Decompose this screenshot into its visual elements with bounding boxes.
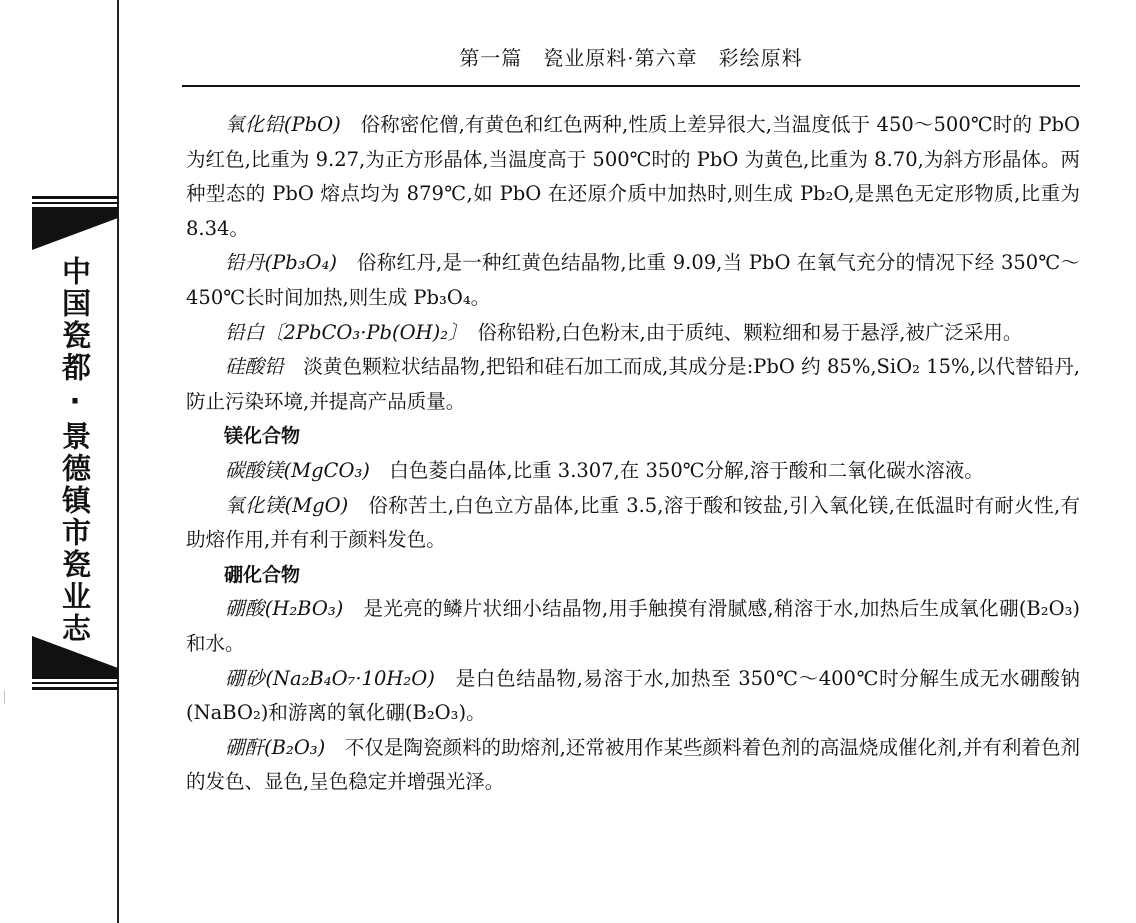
banner-top-bars bbox=[32, 196, 118, 218]
banner-bottom-bars bbox=[32, 668, 118, 690]
term: 铅白〔2PbCO₃·Pb(OH)₂〕 bbox=[225, 320, 458, 344]
margin-mark bbox=[4, 690, 11, 704]
paragraph-text: 白色菱白晶体,比重 3.307,在 350℃分解,溶于酸和二氧化碳水溶液。 bbox=[369, 458, 984, 482]
banner-top-arrow bbox=[32, 218, 118, 250]
header-rule bbox=[182, 85, 1080, 87]
term: 碳酸镁(MgCO₃) bbox=[225, 458, 370, 482]
paragraph-text: 俗称密佗僧,有黄色和红色两种,性质上差异很大,当温度低于 450～500℃时的 PbO 为红色,比重为 9.27,为正方形晶体,当温度高于 500℃时的 PbO 为黄色,比重为 8.70,为斜方形晶体。两种型态的 PbO 熔点均为 879℃,如 PbO 在还原介质中加热时,则生成 Pb₂O,是黑色无定形物质,比重为 8.34。 bbox=[186, 113, 1080, 240]
paragraph-text: 俗称铅粉,白色粉末,由于质纯、颗粒细和易于悬浮,被广泛采用。 bbox=[457, 320, 1023, 344]
paragraph bbox=[186, 316, 1080, 351]
body-text bbox=[186, 108, 1080, 800]
side-banner bbox=[28, 196, 120, 686]
term: 硅酸铅 bbox=[225, 355, 284, 379]
paragraph bbox=[186, 350, 1080, 419]
running-header: 第一篇 瓷业原料·第六章 彩绘原料 bbox=[459, 46, 803, 70]
paragraph bbox=[186, 108, 1080, 246]
term: 硼砂(Na₂B₄O₇·10H₂O) bbox=[225, 666, 435, 690]
paragraph bbox=[186, 454, 1080, 489]
paragraph-text: 淡黄色颗粒状结晶物,把铅和硅石加工而成,其成分是:PbO 约 85%,SiO₂ 15%,以代替铅丹,防止污染环境,并提高产品质量。 bbox=[186, 355, 1080, 413]
paragraph bbox=[186, 246, 1080, 315]
term: 硼酐(B₂O₃) bbox=[225, 735, 326, 759]
paragraph bbox=[186, 662, 1080, 731]
paragraph-text: 俗称苦土,白色立方晶体,比重 3.5,溶于酸和铵盐,引入氧化镁,在低温时有耐火性,有助熔作用,并有利于颜料发色。 bbox=[186, 493, 1080, 552]
paragraph-text: 俗称红丹,是一种红黄色结晶物,比重 9.09,当 PbO 在氧气充分的情况下经 350℃～450℃长时间加热,则生成 Pb₃O₄。 bbox=[186, 251, 1080, 309]
paragraph-text: 是白色结晶物,易溶于水,加热至 350℃～400℃时分解生成无水硼酸钠(NaBO₂)和游离的氧化硼(B₂O₃)。 bbox=[186, 666, 1080, 725]
term: 铅丹(Pb₃O₄) bbox=[225, 251, 337, 275]
paragraph bbox=[186, 731, 1080, 800]
paragraph bbox=[186, 592, 1080, 661]
section-heading: 镁化合物 bbox=[224, 425, 301, 448]
section-heading: 硼化合物 bbox=[224, 563, 301, 586]
term: 氧化镁(MgO) bbox=[225, 493, 349, 517]
banner-bottom-arrow bbox=[32, 636, 118, 668]
paragraph-text: 不仅是陶瓷颜料的助熔剂,还常被用作某些颜料着色剂的高温烧成催化剂,并有利着色剂的发色、显色,呈色稳定并增强光泽。 bbox=[186, 735, 1080, 794]
term: 氧化铅(PbO) bbox=[225, 113, 341, 136]
term: 硼酸(H₂BO₃) bbox=[225, 597, 344, 621]
paragraph-text: 是光亮的鳞片状细小结晶物,用手触摸有滑腻感,稍溶于水,加热后生成氧化硼(B₂O₃)和水。 bbox=[186, 597, 1080, 655]
paragraph bbox=[186, 489, 1080, 558]
banner-title: 中国瓷都·景德镇市瓷业志 bbox=[58, 256, 92, 645]
